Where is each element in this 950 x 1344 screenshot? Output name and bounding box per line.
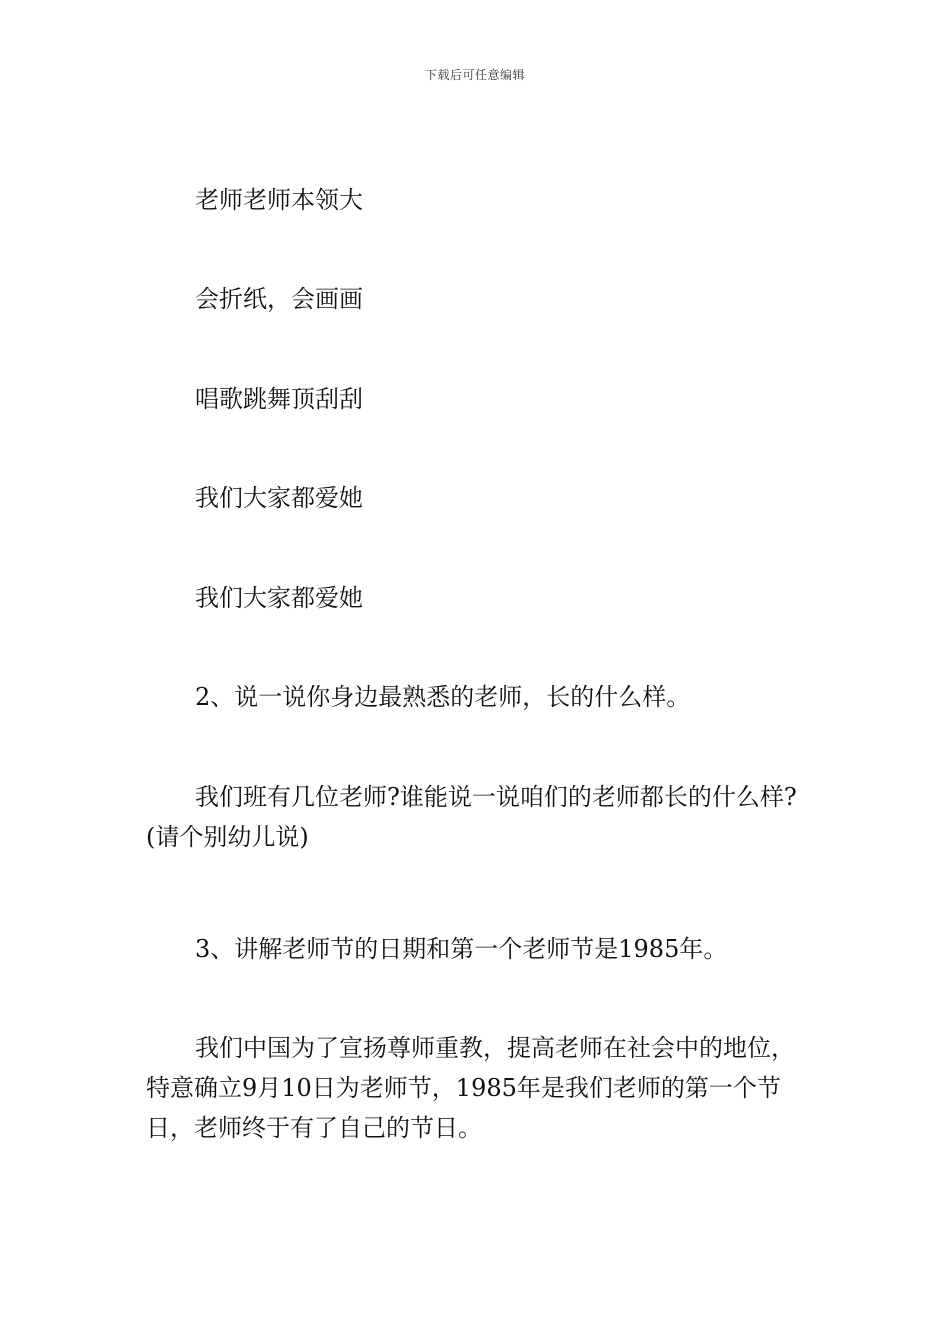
paragraph: 我们班有几位老师?谁能说一说咱们的老师都长的什么样?(请个别幼儿说) bbox=[146, 783, 797, 851]
paragraph: 我们中国为了宣扬尊师重教，提高老师在社会中的地位，特意确立9月10日为老师节，1985年是我们老师的第一个节日，老师终于有了自己的节日。 bbox=[146, 1034, 795, 1142]
paragraph: 老师老师本领大 bbox=[195, 186, 363, 214]
paragraph: 我们大家都爱她 bbox=[195, 584, 363, 612]
paragraph: 2、说一说你身边最熟悉的老师，长的什么样。 bbox=[195, 683, 691, 711]
paragraph: 会折纸，会画画 bbox=[195, 285, 363, 313]
paragraph: 3、讲解老师节的日期和第一个老师节是1985年。 bbox=[195, 935, 728, 963]
paragraph: 唱歌跳舞顶刮刮 bbox=[195, 385, 363, 413]
paragraph: 我们大家都爱她 bbox=[195, 484, 363, 512]
page-header: 下载后可任意编辑 bbox=[424, 68, 525, 82]
